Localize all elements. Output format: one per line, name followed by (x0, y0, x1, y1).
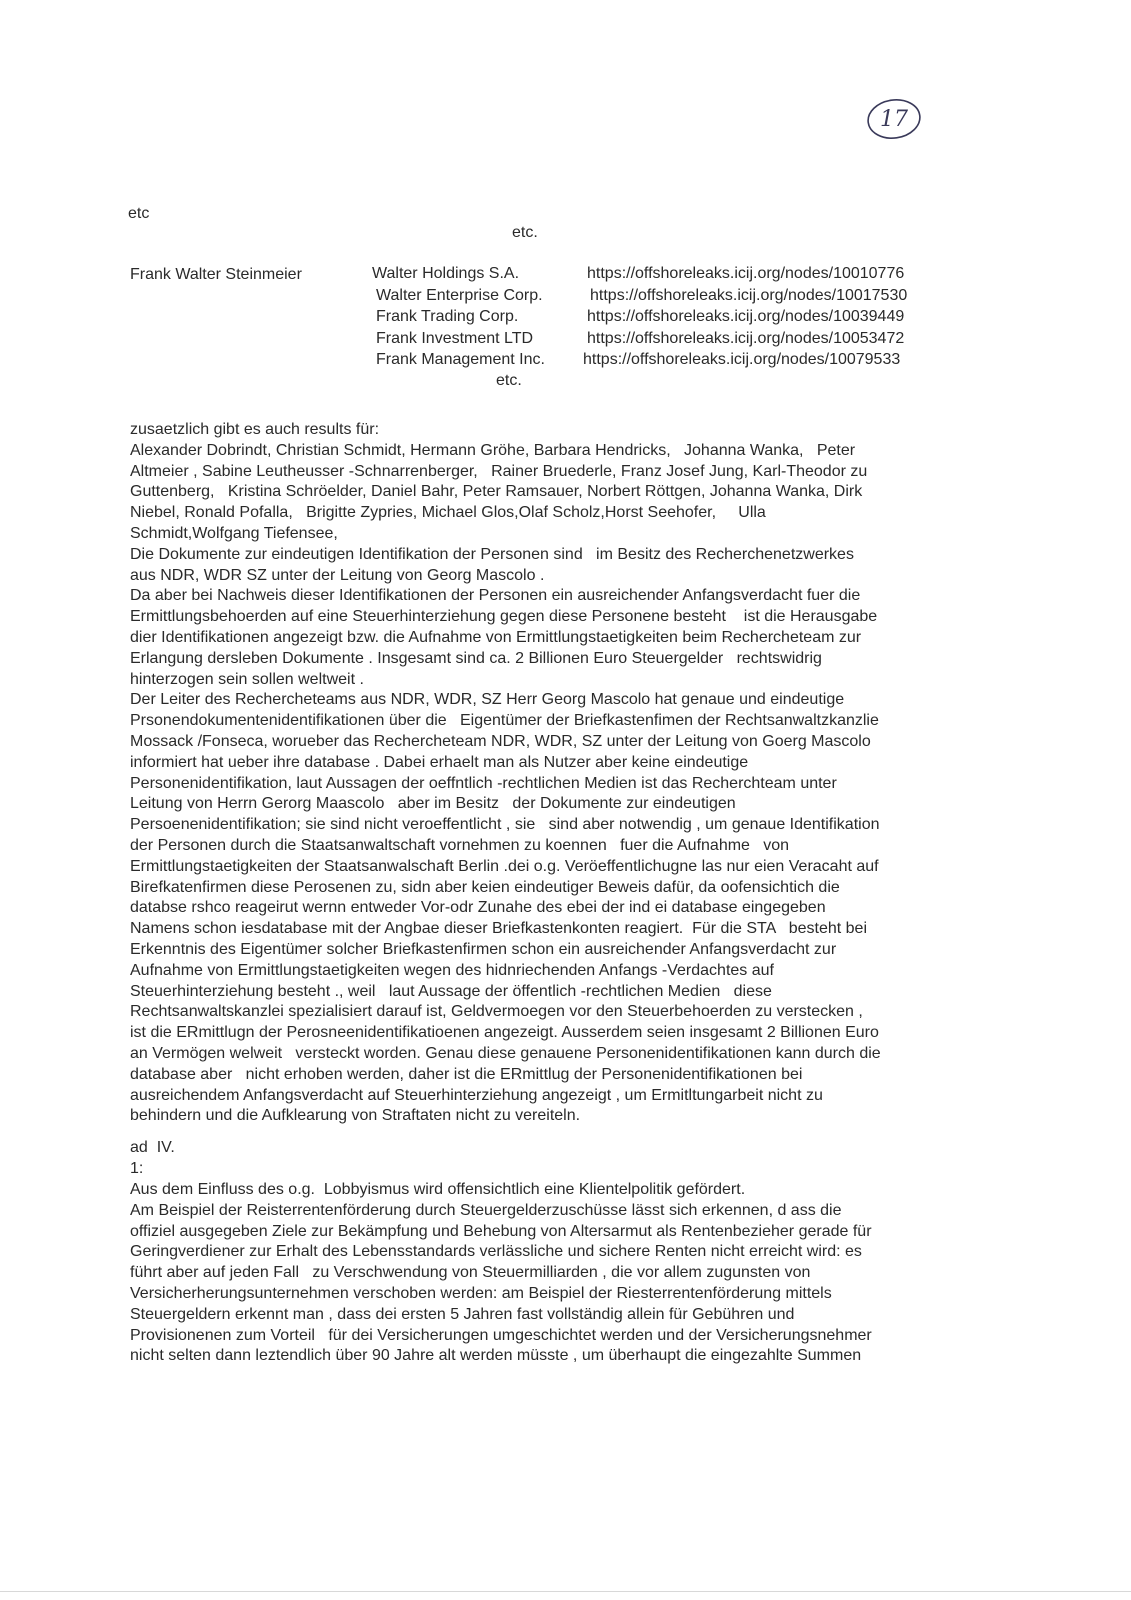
etc-after-list: etc. (496, 372, 522, 389)
page-number-stamp (864, 96, 924, 142)
entity-item: Frank Trading Corp. (376, 308, 519, 325)
entity-item: Frank Investment LTD (376, 329, 534, 347)
offshore-link[interactable]: https://offshoreleaks.icij.org/nodes/10010776 (587, 265, 905, 282)
entity-item: Frank Management Inc. (376, 351, 545, 368)
section-heading: ad IV. (130, 1139, 175, 1156)
offshore-link[interactable]: https://offshoreleaks.icij.org/nodes/10053472 (587, 329, 905, 347)
person-name: Frank Walter Steinmeier (130, 266, 302, 283)
offshore-link[interactable]: https://offshoreleaks.icij.org/nodes/10039449 (587, 308, 905, 325)
section-paragraph: Aus dem Einfluss des o.g. Lobbyismus wird offensichtlich eine Klientelpolitik gefördert. Am Beispiel der Reisterrentenförderung durch Steuergelderzuschüsse lässt sich erkennen, d ass die offiziel ausgegeben Ziele zur Bekämpfung und Behebung von Altersarmut als Rentenbezieher gerade für Geringverdiener zur Erhalt des Lebensstandards verlässliche und sichere Renten nicht erreicht wird: es führt aber auf jeden Fall zu Verschwendung von Steuermilliarden , die vor allem zugunsten von Versicherherungsunternehmen verschoben werden: am Beispiel der Riesterrentenförderung mittels Steuergeldern erkennt man , dass dei ersten 5 Jahren fast vollständig allein für Gebühren und Provisionenen zum Vorteil für dei Versicherungen umgeschichtet werden und der Versicherungsnehmer nicht selten dann leztendlich über 90 Jahre alt werden müsste , um überhaupt die eingezahlte Summen (130, 1181, 872, 1365)
scan-edge-line (0, 1591, 1131, 1592)
offshore-link[interactable]: https://offshoreleaks.icij.org/nodes/10017530 (590, 286, 908, 304)
handwritten-circle-icon (864, 96, 924, 142)
entity-item: Walter Enterprise Corp. (376, 286, 543, 304)
etc-left: etc (128, 205, 150, 222)
offshore-link[interactable]: https://offshoreleaks.icij.org/nodes/10079533 (583, 351, 901, 368)
main-paragraph: zusaetzlich gibt es auch results für: Alexander Dobrindt, Christian Schmidt, Hermann Gröhe, Barbara Hendricks, Johanna Wanka, Peter Altmeier , Sabine Leutheusser -Schnarrenberger, Rainer Bruederle, Franz Josef Jung, Karl-Theodor zu Guttenberg, Kristina Schröelder, Daniel Bahr, Peter Ramsauer, Norbert Röttgen, Johanna Wanka, Dirk Niebel, Ronald Pofalla, Brigitte Zypries, Michael Glos,Olaf Scholz,Horst Seehofer, Ulla Schmidt,Wolfgang Tiefensee, Die Dokumente zur eindeutigen Identifikation der Personen sind im Besitz des Recherchenetzwerkes aus NDR, WDR SZ unter der Leitung von Georg Mascolo . Da aber bei Nachweis dieser Identifikationen der Personen ein ausreichender Anfangsverdacht fuer die Ermittlungsbehoerden auf eine Steuerhinterziehung gegen diese Personene besteht ist die Herausgabe dier Identifikationen angezeigt bzw. die Aufnahme von Ermittlungstaetigkeiten beim Rechercheteam zur Erlangung dersleben Dokumente . Insgesamt sind ca. 2 Billionen Euro Steuergelder rechtswidrig hinterzogen sein sollen weltweit . Der Leiter des Rechercheteams aus NDR, WDR, SZ Herr Georg Mascolo hat genaue und eindeutige Prsonendokumentenidentifikationen über die Eigentümer der Briefkastenfimen der Rechtsanwaltzkanzlie Mossack /Fonseca, worueber das Rechercheteam NDR, WDR, SZ unter der Leitung von Goerg Mascolo informiert hat ueber ihre database . Dabei erhaelt man als Nutzer aber keine eindeutige Personenidentifikation, laut Aussagen der oeffntlich -rechtlichen Medien ist das Recherchteam unter Leitung von Herrn Gerorg Maascolo aber im Besitz der Dokumente zur eindeutigen Persoenenidentifikation; sie sind nicht veroeffentlicht , sie sind aber notwendig , um genaue Identifikation der Personen durch die Staatsanwaltschaft vornehmen zu koennen fuer die Aufnahme von Ermittlungstaetigkeiten der Staatsanwalschaft Berlin .dei o.g. Veröeffentlichugne las nur eien Veracaht auf Birefkatenfirmen diese Perosenen zu, sidn aber keien eindeutiger Beweis dafür, da oofensichtich die databse rshco reageirut wernn entweder Vor-odr Zunahe des ebei der ind ei database eingegeben Namens schon iesdatabase mit der Angbae dieser Briefkastenkonten reagiert. Für die STA besteht bei Erkenntnis des Eigentümer solcher Briefkastenfirmen schon ein ausreichender Anfangsverdacht zur Aufnahme von Ermittlungstaetigkeiten wegen des hidnriechenden Anfangs -Verdachtes auf Steuerhinterziehung besteht ., weil laut Aussage der öffentlich -rechtlichen Medien diese Rechtsanwaltskanzlei spezialisiert darauf ist, Geldvermoegen vor den Steuerbehoerden zu verstecken , ist die ERmittlugn der Perosneenidentifikatioenen angezeigt. Ausserdem seien insgesamt 2 Billionen Euro an Vermögen welweit versteckt worden. Genau diese genauene Personenidentifikationen kann durch die database aber nicht erhoben werden, daher ist die ERmittlug der Personenidentifikationen bei ausreichendem Anfangsverdacht auf Steuerhinterziehung angezeigt , um Ermitltungarbeit nicht zu behindern und die Aufklearung von Straftaten nicht zu vereiteln. (130, 421, 881, 1125)
section-number: 1: (130, 1160, 144, 1177)
url-list (583, 263, 908, 371)
entity-item: Walter Holdings S.A. (372, 265, 520, 282)
page-number-text: 17 (880, 107, 908, 132)
etc-center: etc. (512, 224, 538, 241)
entity-list (372, 263, 545, 371)
